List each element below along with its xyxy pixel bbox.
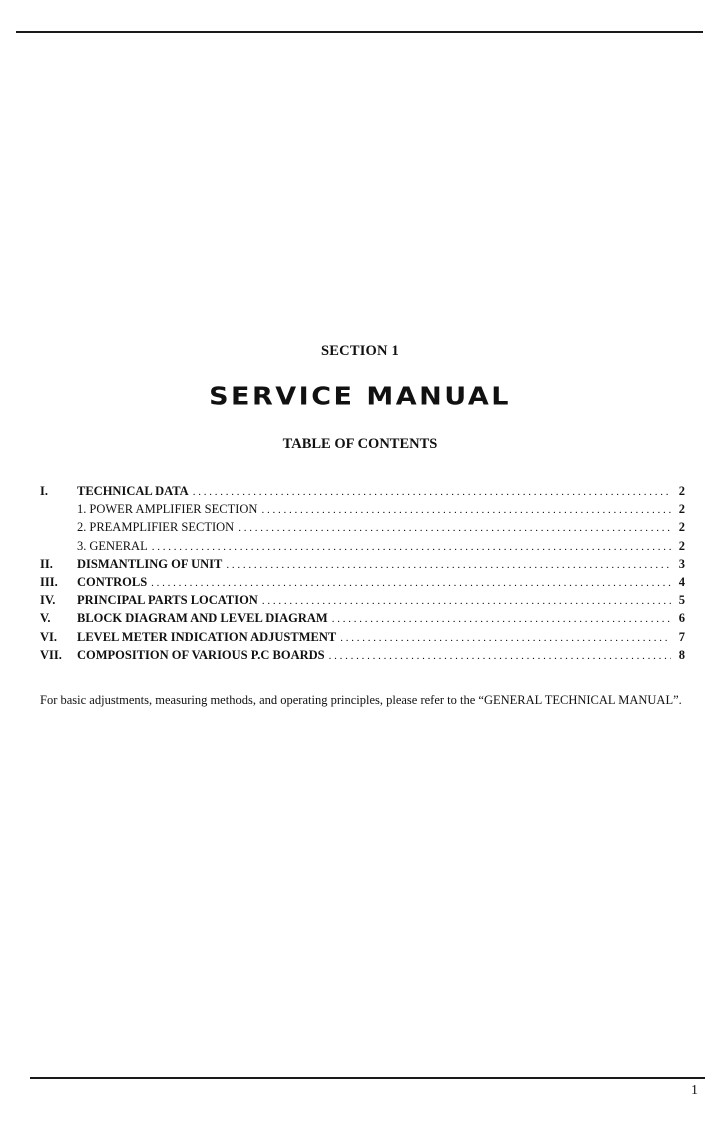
- page-number: 1: [691, 1083, 698, 1098]
- toc-number: V.: [40, 611, 51, 626]
- dot-leader: [226, 559, 671, 571]
- toc-sub-index: 1.: [77, 502, 87, 517]
- toc-page: 2: [678, 538, 685, 553]
- toc-title: CONTROLS: [77, 574, 148, 589]
- dot-leader: [193, 486, 671, 498]
- toc-number: IV.: [40, 593, 56, 608]
- top-rule: [16, 31, 703, 33]
- table-of-contents: [40, 484, 685, 666]
- toc-page: 5: [678, 593, 685, 608]
- toc-page: 6: [678, 611, 685, 626]
- toc-title: BLOCK DIAGRAM AND LEVEL DIAGRAM: [77, 611, 328, 626]
- toc-number: VII.: [40, 647, 62, 662]
- toc-title: POWER AMPLIFIER SECTION: [89, 502, 258, 517]
- toc-entry-controls[interactable]: [40, 575, 685, 593]
- toc-page: 7: [678, 629, 685, 644]
- section-label: SECTION 1: [321, 343, 399, 359]
- toc-entry-block-diagram[interactable]: [40, 611, 685, 629]
- dot-leader: [152, 541, 671, 553]
- toc-entry-preamplifier-section[interactable]: [40, 520, 685, 538]
- dot-leader: [238, 522, 671, 534]
- dot-leader: [332, 613, 671, 625]
- toc-title: TECHNICAL DATA: [77, 484, 189, 498]
- toc-title: DISMANTLING OF UNIT: [77, 556, 223, 571]
- toc-page: 2: [678, 502, 685, 517]
- toc-page: 4: [678, 574, 685, 589]
- toc-number: III.: [40, 574, 58, 589]
- toc-entry-general[interactable]: [40, 539, 685, 557]
- toc-sub-index: 3.: [77, 538, 87, 553]
- toc-title: PREAMPLIFIER SECTION: [89, 520, 235, 535]
- dot-leader: [329, 650, 671, 662]
- toc-title: COMPOSITION OF VARIOUS P.C BOARDS: [77, 647, 325, 662]
- dot-leader: [340, 632, 671, 644]
- toc-entry-dismantling-of-unit[interactable]: [40, 557, 685, 575]
- toc-title: PRINCIPAL PARTS LOCATION: [77, 593, 258, 608]
- toc-number: II.: [40, 556, 53, 571]
- dot-leader: [261, 504, 671, 516]
- toc-entry-principal-parts-location[interactable]: [40, 593, 685, 611]
- reference-note: For basic adjustments, measuring methods, and operating principles, please refer to the “GENERAL TECHNICAL MANUAL”.: [40, 693, 682, 707]
- bottom-rule: [30, 1077, 705, 1079]
- toc-title: GENERAL: [89, 538, 148, 553]
- toc-sub-index: 2.: [77, 520, 87, 535]
- toc-page: 2: [678, 520, 685, 535]
- toc-page: 2: [678, 484, 685, 498]
- toc-title: LEVEL METER INDICATION ADJUSTMENT: [77, 629, 337, 644]
- toc-entry-level-meter-adjustment[interactable]: [40, 630, 685, 648]
- toc-number: I.: [40, 484, 48, 498]
- dot-leader: [262, 595, 671, 607]
- toc-page: 3: [678, 556, 685, 571]
- dot-leader: [151, 577, 671, 589]
- page-title: SERVICE MANUAL: [209, 382, 511, 411]
- toc-entry-technical-data[interactable]: [40, 484, 685, 502]
- toc-number: VI.: [40, 629, 58, 644]
- toc-heading: TABLE OF CONTENTS: [282, 436, 438, 452]
- toc-entry-pc-boards[interactable]: [40, 648, 685, 666]
- toc-entry-power-amplifier-section[interactable]: [40, 502, 685, 520]
- toc-page: 8: [678, 647, 685, 662]
